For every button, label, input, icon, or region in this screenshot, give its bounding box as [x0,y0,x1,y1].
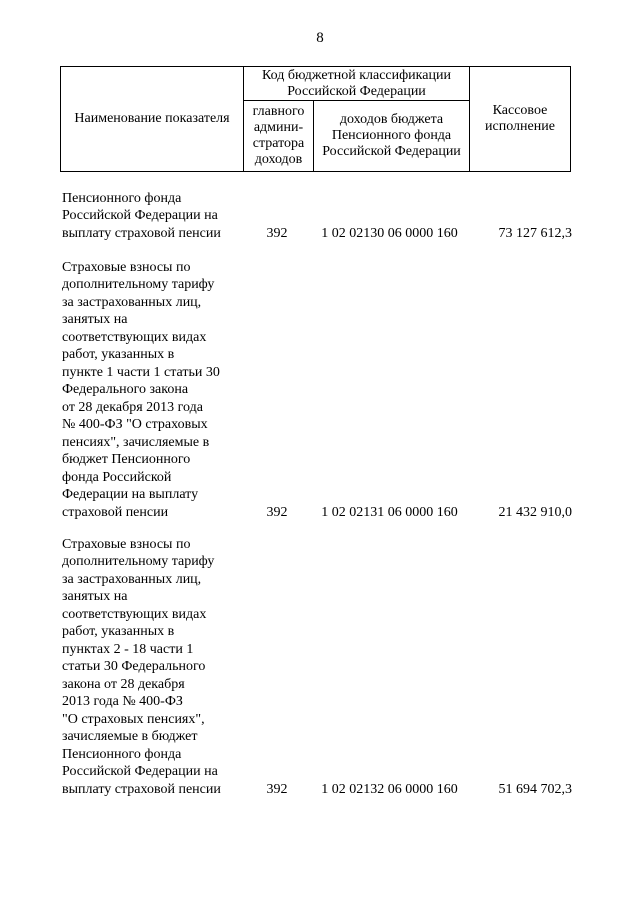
name-line: № 400-ФЗ "О страховых [62,417,208,432]
name-line: пункте 1 части 1 статьи 30 [62,364,220,380]
name-line: 2013 года № 400-ФЗ [62,694,183,709]
table-row [60,187,572,242]
name-line: Федерации на выплату [62,487,199,502]
header-line: Российской Федерации [322,144,461,159]
header-cash-execution [470,67,571,172]
row-admin-code: 392 [266,504,288,520]
name-line: бюджет Пенсионного [62,452,191,467]
name-line: Федерального закона [62,382,189,397]
row-admin-code: 392 [266,781,288,797]
name-line: за застрахованных лиц, [62,571,202,587]
row-cash-amount: 51 694 702,3 [498,781,572,797]
row-cash-amount: 73 127 612,3 [498,225,572,241]
table-row [60,535,572,798]
header-fund-income [314,101,470,172]
header-line: Российской Федерации [287,83,426,99]
header-line: Код бюджетной классификации [262,67,451,83]
name-line: фонда Российской [62,469,172,485]
name-line: статьи 30 Федерального [62,659,206,674]
name-line: работ, указанных в [62,624,175,639]
name-line: Пенсионного фонда [62,190,182,206]
header-line: главного [252,104,305,119]
header-line: исполнение [485,119,555,134]
name-line: занятых на [62,312,128,327]
header-indicator-name: Наименование показателя [61,67,244,172]
header-budget-code [244,67,470,101]
name-line: зачисляемые в бюджет [62,729,198,744]
name-line: Российской Федерации на [62,764,218,779]
name-line: дополнительному тарифу [62,554,215,569]
name-line: пунктах 2 - 18 части 1 [62,641,194,657]
name-line: за застрахованных лиц, [62,294,202,310]
name-line: Страховые взносы по [62,536,191,552]
row-indicator-name [62,190,242,243]
row-budget-code: 1 02 02132 06 0000 160 [321,781,458,797]
header-line: Пенсионного фонда [331,128,452,143]
name-line: дополнительному тарифу [62,277,215,292]
header-line: доходов бюджета [339,112,444,127]
name-line: страховой пенсии [62,504,169,520]
row-admin-code: 392 [266,225,288,241]
name-line: выплату страховой пенсии [62,225,221,241]
name-line: "О страховых пенсиях", [62,711,205,727]
header-line: Кассовое [492,103,548,118]
row-budget-code: 1 02 02131 06 0000 160 [321,504,458,520]
name-line: работ, указанных в [62,347,175,362]
header-chief-administrator [244,101,314,172]
row-cash-amount: 21 432 910,0 [498,504,572,520]
name-line: занятых на [62,589,128,604]
name-line: Страховые взносы по [62,259,191,275]
page-number: 8 [316,30,324,46]
name-line: пенсиях", зачисляемые в [62,434,210,450]
table-row [60,258,572,521]
name-line: выплату страховой пенсии [62,781,221,797]
name-line: Российской Федерации на [62,208,218,223]
table-header [60,66,571,172]
header-line: админи- [253,120,304,135]
name-line: закона от 28 декабря [62,676,185,692]
row-indicator-name [62,259,242,522]
name-line: соответствующих видах [62,329,207,345]
name-line: Пенсионного фонда [62,746,182,762]
row-indicator-name [62,536,242,799]
name-line: от 28 декабря 2013 года [62,399,203,415]
header-line: стратора [252,136,305,151]
row-budget-code: 1 02 02130 06 0000 160 [321,225,458,241]
header-line: доходов [254,152,303,167]
name-line: соответствующих видах [62,606,207,622]
